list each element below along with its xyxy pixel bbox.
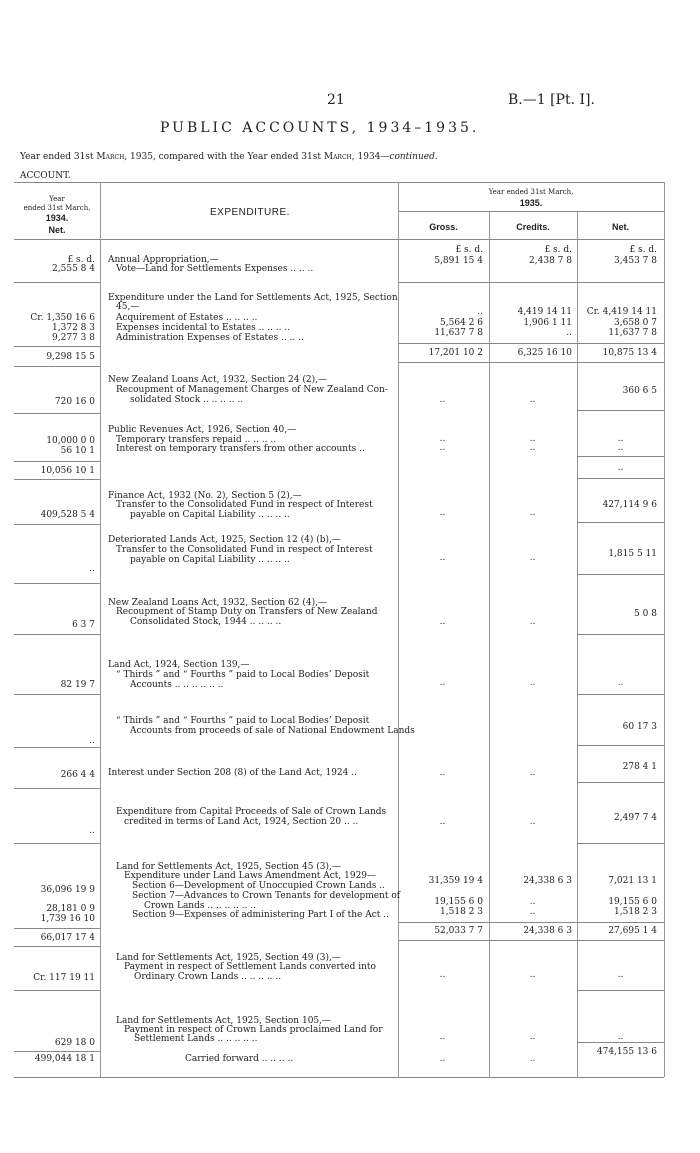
row-lsa45-item2-desc: Expenses incidental to Estates .. .. .. .. [116, 323, 291, 333]
row-lsa45-item1-prev: Cr. 1,350 16 6 [30, 313, 95, 323]
row-lsa105-net: .. [617, 1032, 624, 1042]
row-landact139-gross: .. [439, 678, 446, 688]
row-lsa493-desc-3: Ordinary Crown Lands .. .. .. .. .. [134, 972, 282, 982]
row-nzla62-net: 5 0 8 [634, 609, 657, 619]
subtitle-part-b: , 1935, compared with the Year ended 31st [124, 152, 324, 162]
row-lsa45-item2-prev: 1,372 8 3 [52, 323, 95, 333]
row-lsa493-desc-1: Land for Settlements Act, 1925, Section 49 (3),— [116, 953, 341, 963]
row-nzla24-net: 360 6 5 [622, 386, 657, 396]
row-nzla62-desc-1: New Zealand Loans Act, 1932, Section 62 (4),— [108, 598, 327, 608]
row-capital-proceeds-desc-1: Expenditure from Capital Proceeds of Sale of Crown Lands [116, 807, 387, 817]
row-finance-act-desc-1: Finance Act, 1932 (No. 2), Section 5 (2),— [108, 491, 302, 501]
row-carried-forward-gross: .. [439, 1054, 446, 1064]
row-lsa453-item2-gross: 19,155 6 0 [434, 897, 483, 907]
row-finance-act-gross: .. [439, 508, 446, 518]
account-label: ACCOUNT. [20, 171, 71, 181]
row-lsa453-item1-prev: 36,096 19 9 [40, 885, 95, 895]
row-lsa45-head-1: Expenditure under the Land for Settlements Act, 1925, Section [108, 293, 398, 303]
row-capital-proceeds-gross: .. [439, 817, 446, 827]
pound-heading-prev: £ s. d. [67, 255, 95, 265]
row-lsa45-item3-desc: Administration Expenses of Estates .. .. .. [116, 333, 304, 343]
row-lsa453-subtotal-credits: 24,338 6 3 [523, 926, 572, 936]
row-lsa453-item1-credits: 24,338 6 3 [523, 876, 572, 886]
row-lsa453-subtotal-gross: 52,033 7 7 [434, 926, 483, 936]
row-lsa105-credits: .. [529, 1032, 536, 1042]
row-interest208-gross: .. [439, 768, 446, 778]
row-lsa453-subtotal-prev: 66,017 17 4 [40, 933, 95, 943]
row-deteriorated-gross: .. [439, 553, 446, 563]
row-lsa45-subtotal-credits: 6,325 16 10 [517, 348, 572, 358]
row-pra40-item2-gross: .. [439, 443, 446, 453]
row-carried-forward-net: 474,155 13 6 [596, 1047, 657, 1057]
row-capital-proceeds-prev: .. [89, 826, 95, 836]
row-lsa493-desc-2: Payment in respect of Settlement Lands converted into [124, 962, 376, 972]
row-lsa45-item1-desc: Acquirement of Estates .. .. .. .. [116, 313, 258, 323]
subtitle-month-1: March [96, 152, 125, 162]
page-title: PUBLIC ACCOUNTS, 1934–1935. [160, 120, 480, 136]
row-interest208-credits: .. [529, 768, 536, 778]
row-nzla62-gross: .. [439, 617, 446, 627]
row-finance-act-desc-2: Transfer to the Consolidated Fund in respect of Interest [116, 500, 373, 510]
row-pra40-item1-desc: Temporary transfers repaid .. .. .. .. [116, 435, 277, 445]
header-prev-line1: Year [49, 195, 65, 203]
row-nzla62-desc-3: Consolidated Stock, 1944 .. .. .. .. [130, 617, 282, 627]
row-pra40-head: Public Revenues Act, 1926, Section 40,— [108, 425, 297, 435]
row-annual-appropriation-credits: 2,438 7 8 [529, 256, 572, 266]
row-landact139-desc-1: Land Act, 1924, Section 139,— [108, 660, 250, 670]
row-annual-appropriation-desc-2: Vote—Land for Settlements Expenses .. .. .. [116, 264, 314, 274]
row-annual-appropriation-gross: 5,891 15 4 [434, 256, 483, 266]
row-lsa453-item2-net: 19,155 6 0 [608, 897, 657, 907]
pound-heading-net: £ s. d. [629, 245, 657, 255]
subtitle-part-a: Year ended 31st [20, 152, 97, 162]
row-interest208-desc: Interest under Section 208 (8) of the Land Act, 1924 .. [108, 768, 357, 778]
row-lsa45-subtotal-net: 10,875 13 4 [602, 348, 657, 358]
row-lsa45-item1-credits: 4,419 14 11 [517, 307, 572, 317]
header-gross: Gross. [429, 222, 458, 232]
row-deteriorated-desc-2: Transfer to the Consolidated Fund in respect of Interest [116, 545, 373, 555]
row-lsa45-head-2: 45,— [116, 302, 140, 312]
row-lsa105-desc-2: Payment in respect of Crown Lands proclaimed Land for [124, 1025, 383, 1035]
subtitle-part-c: , 1934— [351, 152, 390, 162]
row-lsa453-item1-net: 7,021 13 1 [608, 876, 657, 886]
row-pra40-item1-net: .. [617, 434, 624, 444]
subtitle-continued: continued. [389, 152, 438, 162]
row-lsa453-subtotal-net: 27,695 1 4 [608, 926, 657, 936]
header-net: Net. [611, 222, 629, 232]
row-endowment-prev: .. [89, 736, 95, 746]
row-deteriorated-net: 1,815 5 11 [608, 549, 657, 559]
row-pra40-item2-credits: .. [529, 443, 536, 453]
row-pra40-item1-gross: .. [439, 434, 446, 444]
row-carried-forward-credits: .. [529, 1054, 536, 1064]
row-deteriorated-credits: .. [529, 553, 536, 563]
row-endowment-desc-1: “ Thirds ” and “ Fourths ” paid to Local Bodies’ Deposit [116, 716, 370, 726]
row-nzla24-desc-1: New Zealand Loans Act, 1932, Section 24 (2),— [108, 375, 327, 385]
row-lsa45-item3-gross: 11,637 7 8 [434, 328, 483, 338]
row-annual-appropriation-desc-1: Annual Appropriation,— [108, 255, 219, 265]
row-landact139-prev: 82 19 7 [60, 680, 95, 690]
row-lsa453-item3-gross: 1,518 2 3 [440, 907, 483, 917]
row-lsa453-head-1: Land for Settlements Act, 1925, Section 45 (3),— [116, 862, 341, 872]
row-interest208-net: 278 4 1 [622, 762, 657, 772]
row-nzla62-prev: 6 3 7 [72, 620, 95, 630]
row-endowment-net: 60 17 3 [622, 722, 657, 732]
row-landact139-credits: .. [529, 678, 536, 688]
row-lsa453-item3-prev: 1,739 16 10 [40, 914, 95, 924]
row-lsa453-head-2: Expenditure under Land Laws Amendment Act, 1929— [124, 871, 377, 881]
header-prev-line2: ended 31st March, [23, 204, 91, 212]
row-lsa453-item3-net: 1,518 2 3 [614, 907, 657, 917]
row-landact139-net: .. [617, 678, 624, 688]
row-carried-forward-prev: 499,044 18 1 [34, 1054, 95, 1064]
row-capital-proceeds-credits: .. [529, 817, 536, 827]
row-pra40-item1-credits: .. [529, 434, 536, 444]
row-lsa45-subtotal-prev: 9,298 15 5 [46, 352, 95, 362]
row-finance-act-net: 427,114 9 6 [602, 500, 657, 510]
row-lsa45-item1-gross: .. [477, 307, 483, 317]
row-lsa453-item3-desc: Section 9—Expenses of administering Part I of the Act .. [132, 910, 389, 920]
page-number: 21 [327, 92, 345, 108]
row-lsa453-item2-desc: Section 7—Advances to Crown Tenants for development of [132, 891, 401, 901]
row-pra40-item2-desc: Interest on temporary transfers from other accounts .. [116, 444, 365, 454]
row-nzla24-prev: 720 16 0 [54, 397, 95, 407]
row-pra40-subtotal-prev: 10,056 10 1 [40, 466, 95, 476]
row-lsa453-item1-gross: 31,359 19 4 [428, 876, 483, 886]
row-lsa493-net: .. [617, 970, 624, 980]
row-lsa493-credits: .. [529, 970, 536, 980]
row-lsa45-item2-credits: 1,906 1 11 [523, 318, 572, 328]
header-prev-year: 1934. [45, 213, 69, 223]
page-subtitle [20, 152, 438, 162]
row-lsa105-prev: 629 18 0 [54, 1038, 95, 1048]
row-lsa45-item3-net: 11,637 7 8 [608, 328, 657, 338]
row-annual-appropriation-net: 3,453 7 8 [614, 256, 657, 266]
pound-heading-gross: £ s. d. [455, 245, 483, 255]
row-endowment-desc-2: Accounts from proceeds of sale of National Endowment Lands [130, 726, 415, 736]
header-credits: Credits. [516, 222, 550, 232]
row-deteriorated-prev: .. [89, 564, 95, 574]
row-nzla62-desc-2: Recoupment of Stamp Duty on Transfers of New Zealand [116, 607, 378, 617]
row-lsa45-item2-net: 3,658 0 7 [614, 318, 657, 328]
row-lsa45-subtotal-gross: 17,201 10 2 [428, 348, 483, 358]
row-lsa453-item2-prev: 28,181 0 9 [46, 904, 95, 914]
row-landact139-desc-2: “ Thirds ” and “ Fourths ” paid to Local Bodies’ Deposit [116, 670, 370, 680]
row-capital-proceeds-desc-2: credited in terms of Land Act, 1924, Section 20 .. .. [124, 817, 359, 827]
row-annual-appropriation-prev: 2,555 8 4 [52, 264, 95, 274]
row-nzla24-desc-3: solidated Stock .. .. .. .. .. [130, 395, 244, 405]
row-pra40-subtotal-net: .. [617, 463, 624, 473]
row-lsa453-item3-credits: .. [529, 907, 536, 917]
row-deteriorated-desc-3: payable on Capital Liability .. .. .. .. [130, 555, 290, 565]
row-lsa453-item1-desc: Section 6—Development of Unoccupied Crown Lands .. [132, 881, 385, 891]
row-lsa493-gross: .. [439, 970, 446, 980]
row-pra40-item2-net: .. [617, 443, 624, 453]
document-reference: B.—1 [Pt. I]. [508, 92, 595, 108]
row-finance-act-credits: .. [529, 508, 536, 518]
row-lsa45-item1-net: Cr. 4,419 14 11 [586, 307, 657, 317]
row-nzla24-credits: .. [529, 395, 536, 405]
pound-heading-credits: £ s. d. [544, 245, 572, 255]
subtitle-month-2: March [323, 152, 352, 162]
header-expenditure: EXPENDITURE. [210, 207, 290, 218]
row-finance-act-desc-3: payable on Capital Liability .. .. .. .. [130, 510, 290, 520]
row-deteriorated-desc-1: Deteriorated Lands Act, 1925, Section 12 (4) (b),— [108, 535, 341, 545]
row-lsa105-desc-1: Land for Settlements Act, 1925, Section 105,— [116, 1016, 332, 1026]
row-lsa105-desc-3: Settlement Lands .. .. .. .. .. [134, 1034, 258, 1044]
row-nzla24-gross: .. [439, 395, 446, 405]
row-interest208-prev: 266 4 4 [60, 770, 95, 780]
row-landact139-desc-3: Accounts .. .. .. .. .. .. [130, 680, 224, 690]
row-lsa453-item2-credits: .. [529, 897, 536, 907]
row-lsa493-prev: Cr. 117 19 11 [33, 973, 95, 983]
row-lsa45-item3-credits: .. [566, 328, 572, 338]
row-lsa45-item3-prev: 9,277 3 8 [52, 333, 95, 343]
row-lsa45-item2-gross: 5,564 2 6 [440, 318, 483, 328]
header-curr-line1: Year ended 31st March, [488, 188, 574, 196]
header-prev-net: Net. [48, 225, 66, 235]
row-lsa453-item2-desc2: Crown Lands .. .. .. .. .. .. [144, 901, 256, 911]
row-lsa105-gross: .. [439, 1032, 446, 1042]
row-nzla62-credits: .. [529, 617, 536, 627]
row-carried-forward-desc: Carried forward .. .. .. .. [185, 1054, 294, 1064]
row-capital-proceeds-net: 2,497 7 4 [614, 813, 657, 823]
row-pra40-item1-prev: 10,000 0 0 [46, 436, 95, 446]
row-nzla24-desc-2: Recoupment of Management Charges of New Zealand Con- [116, 385, 388, 395]
row-pra40-item2-prev: 56 10 1 [60, 446, 95, 456]
row-finance-act-prev: 409,528 5 4 [40, 510, 95, 520]
header-curr-year: 1935. [519, 198, 543, 208]
